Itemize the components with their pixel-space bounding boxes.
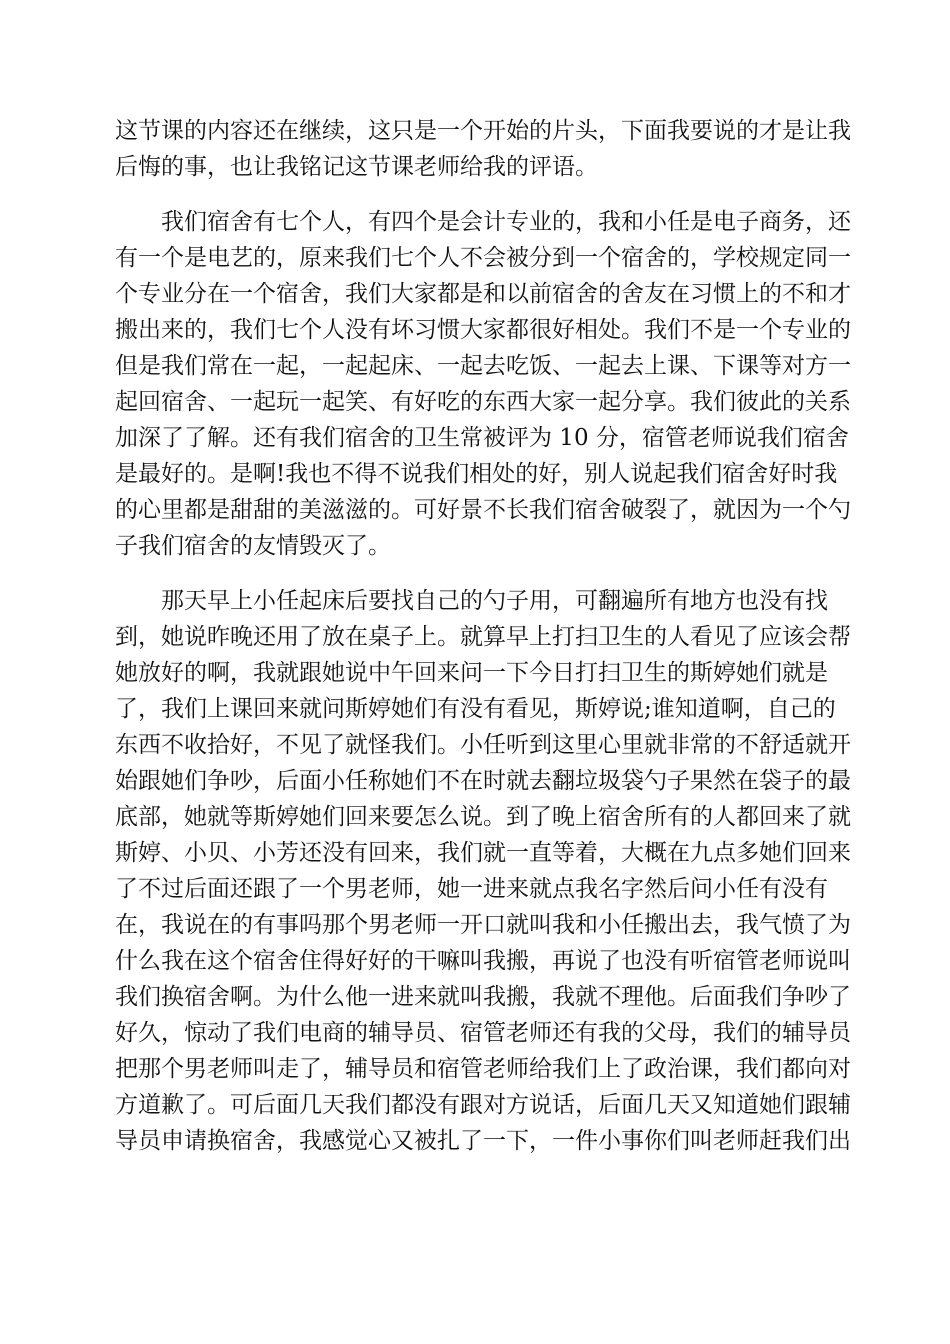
text-line: 起回宿舍、一起玩一起笑、有好吃的东西大家一起分享。我们彼此的关系 — [115, 389, 851, 415]
text-line: 个专业分在一个宿舍，我们大家都是和以前宿舍的舍友在习惯上的不和才 — [115, 281, 851, 307]
text-line: 把那个男老师叫走了，辅导员和宿管老师给我们上了政治课，我们都向对 — [115, 1056, 851, 1082]
text-line: 搬出来的，我们七个人没有坏习惯大家都很好相处。我们不是一个专业的 — [115, 317, 851, 343]
text-line: 的心里都是甜甜的美滋滋的。可好景不长我们宿舍破裂了，就因为一个勺 — [115, 497, 851, 523]
text-line: 子我们宿舍的友情毁灭了。 — [115, 533, 391, 559]
text-line: 底部，她就等斯婷她们回来要怎么说。到了晚上宿舍所有的人都回来了就 — [115, 804, 851, 830]
text-line: 但是我们常在一起，一起起床、一起去吃饭、一起去上课、下课等对方一 — [115, 353, 851, 379]
text-line: 是最好的。是啊!我也不得不说我们相处的好，别人说起我们宿舍好时我 — [115, 461, 838, 487]
text-line: 我们换宿舍啊。为什么他一进来就叫我搬，我就不理他。后面我们争吵了 — [115, 984, 851, 1010]
text-line: 斯婷、小贝、小芳还没有回来，我们就一直等着，大概在九点多她们回来 — [115, 840, 851, 866]
text-line: 始跟她们争吵，后面小任称她们不在时就去翻垃圾袋勺子果然在袋子的最 — [115, 768, 851, 794]
text-line: 有一个是电艺的，原来我们七个人不会被分到一个宿舍的，学校规定同一 — [115, 245, 851, 271]
text-line: 导员申请换宿舍，我感觉心又被扎了一下，一件小事你们叫老师赶我们出 — [115, 1128, 851, 1154]
text-line: 到，她说昨晚还用了放在桌子上。就算早上打扫卫生的人看见了应该会帮 — [115, 624, 851, 650]
text-line: 她放好的啊，我就跟她说中午回来问一下今日打扫卫生的斯婷她们就是 — [115, 660, 828, 686]
text-line: 在，我说在的有事吗那个男老师一开口就叫我和小任搬出去，我气愤了为 — [115, 912, 851, 938]
text-line: 那天早上小任起床后要找自己的勺子用，可翻遍所有地方也没有找 — [161, 588, 828, 614]
text-line: 东西不收拾好，不见了就怪我们。小任听到这里心里就非常的不舒适就开 — [115, 732, 851, 758]
text-line: 了，我们上课回来就问斯婷她们有没有看见，斯婷说;谁知道啊，自己的 — [115, 696, 836, 722]
text-line: 后悔的事，也让我铭记这节课老师给我的评语。 — [115, 154, 598, 180]
text-line: 方道歉了。可后面几天我们都没有跟对方说话，后面几天又知道她们跟辅 — [115, 1092, 851, 1118]
text-line: 加深了了解。还有我们宿舍的卫生常被评为 10 分，宿管老师说我们宿舍 — [115, 425, 849, 451]
text-line: 我们宿舍有七个人，有四个是会计专业的，我和小任是电子商务，还 — [161, 209, 851, 235]
text-line: 什么我在这个宿舍住得好好的干嘛叫我搬，再说了也没有听宿管老师说叫 — [115, 948, 851, 974]
text-line: 好久，惊动了我们电商的辅导员、宿管老师还有我的父母，我们的辅导员 — [115, 1020, 851, 1046]
text-line: 这节课的内容还在继续，这只是一个开始的片头，下面我要说的才是让我 — [115, 118, 851, 144]
text-line: 了不过后面还跟了一个男老师，她一进来就点我名字然后问小任有没有 — [115, 876, 828, 902]
